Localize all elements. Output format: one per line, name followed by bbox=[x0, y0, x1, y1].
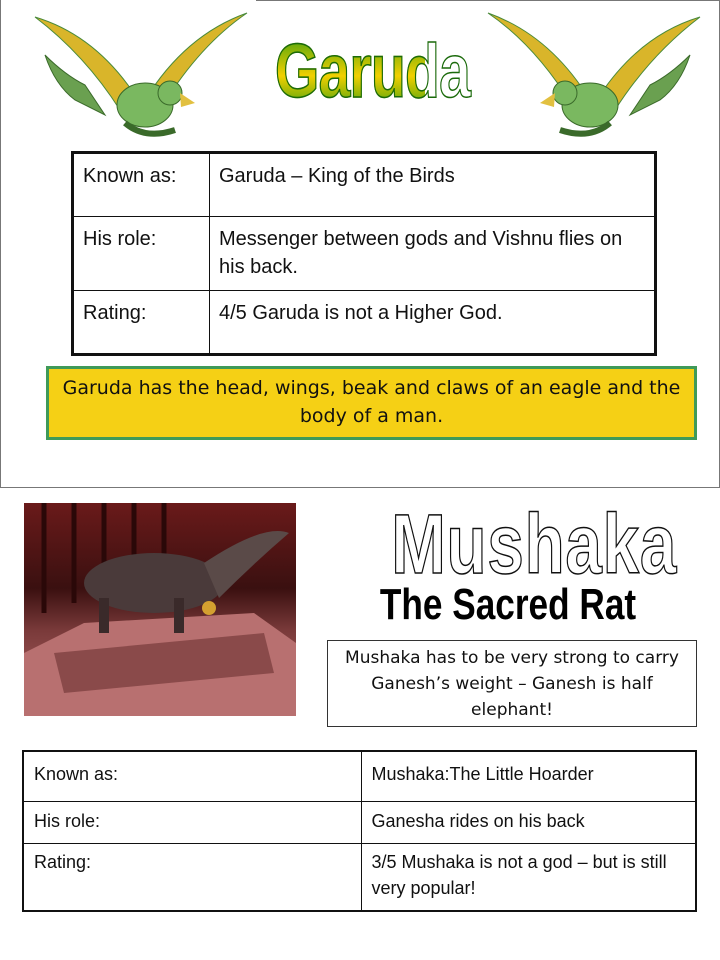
row-value: Ganesha rides on his back bbox=[361, 801, 696, 843]
mushaka-description-box: Mushaka has to be very strong to carry Ganesh’s weight – Ganesh is half elephant! bbox=[327, 640, 697, 727]
table-row bbox=[73, 153, 656, 217]
table-row bbox=[23, 751, 696, 801]
table-row bbox=[23, 801, 696, 843]
garuda-info-table bbox=[71, 151, 657, 356]
garuda-description-box: Garuda has the head, wings, beak and claws of an eagle and the body of a man. bbox=[46, 366, 697, 440]
mushaka-rat-statue-photo bbox=[24, 503, 296, 716]
garuda-title: Garuda bbox=[275, 29, 471, 114]
row-label: His role: bbox=[23, 801, 361, 843]
table-row bbox=[73, 291, 656, 355]
row-label: Rating: bbox=[23, 843, 361, 911]
row-label: Known as: bbox=[73, 153, 210, 217]
row-value: Messenger between gods and Vishnu flies on his back. bbox=[210, 217, 656, 291]
row-value: 4/5 Garuda is not a Higher God. bbox=[210, 291, 656, 355]
row-label: His role: bbox=[73, 217, 210, 291]
row-value: 3/5 Mushaka is not a god – but is still very popular! bbox=[361, 843, 696, 911]
row-value: Garuda – King of the Birds bbox=[210, 153, 656, 217]
garuda-illustration-left bbox=[25, 5, 250, 145]
row-value: Mushaka:The Little Hoarder bbox=[361, 751, 696, 801]
garuda-illustration-right bbox=[485, 5, 710, 145]
frame-top-line bbox=[256, 0, 720, 1]
mushaka-subtitle: The Sacred Rat bbox=[379, 580, 637, 629]
mushaka-info-table bbox=[22, 750, 697, 912]
row-label: Known as: bbox=[23, 751, 361, 801]
table-row bbox=[23, 843, 696, 911]
table-row bbox=[73, 217, 656, 291]
row-label: Rating: bbox=[73, 291, 210, 355]
mushaka-title: Mushaka bbox=[391, 497, 678, 591]
